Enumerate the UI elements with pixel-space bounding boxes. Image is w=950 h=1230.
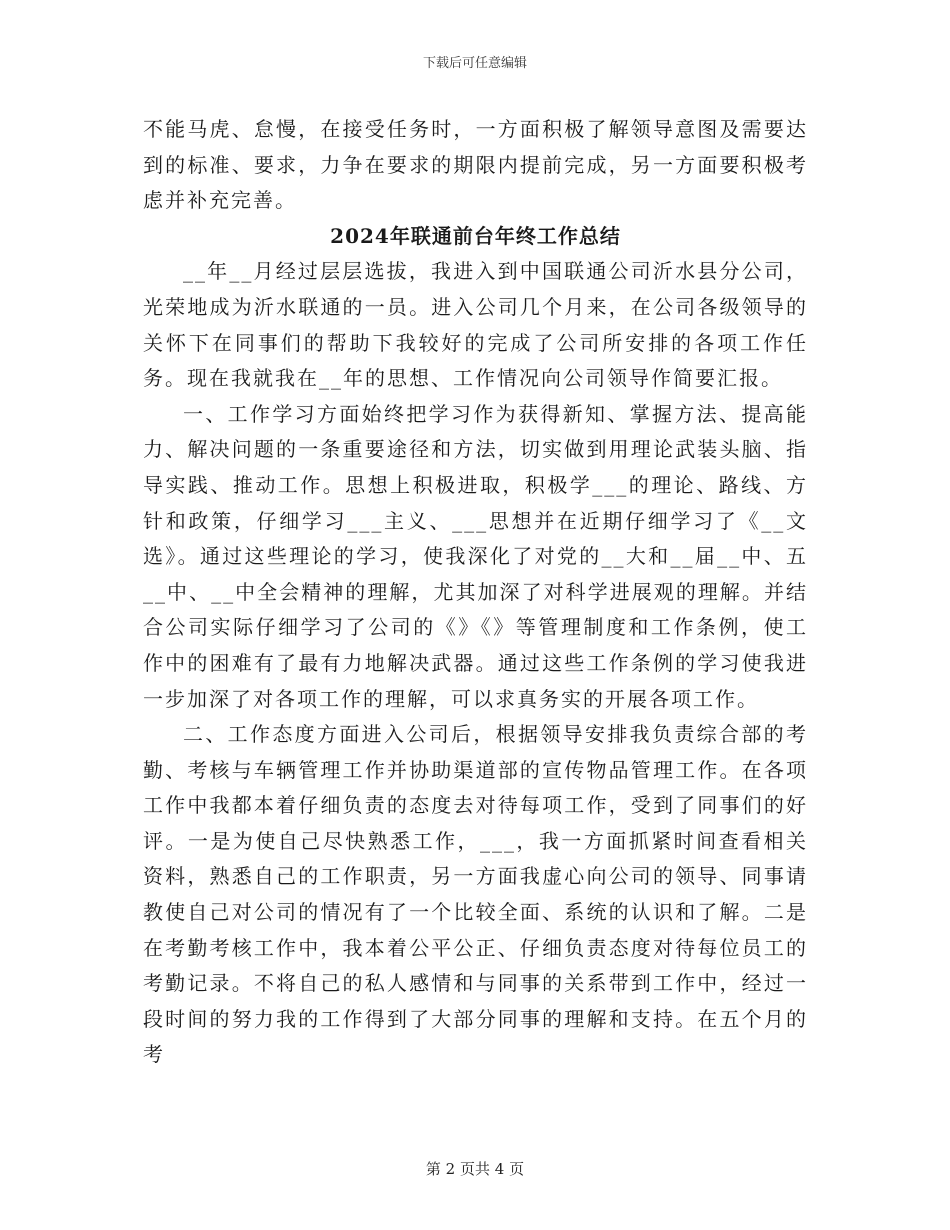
document-title: 2024年联通前台年终工作总结 xyxy=(330,223,621,248)
paragraph-attitude: 二、工作态度方面进入公司后，根据领导安排我负责综合部的考勤、考核与车辆管理工作并协助渠道部的宣传物品管理工作。在各项工作中我都本着仔细负责的态度去对待每项工作，受到了同事们的好评。一是为使自己尽快熟悉工作，___，我一方面抓紧时间查看相关资料，熟悉自己的工作职责，另一方面我虚心向公司的领导、同事请教使自己对公司的情况有了一个比较全面、系统的认识和了解。二是在考勤考核工作中，我本着公平公正、仔细负责态度对待每位员工的考勤记录。不将自己的私人感情和与同事的关系带到工作中，经过一段时间的努力我的工作得到了大部分同事的理解和支持。在五个月的考 xyxy=(143,722,808,1067)
page-footer: 第 2 页共 4 页 xyxy=(425,1160,525,1178)
page-header: 下载后可任意编辑 xyxy=(422,56,527,71)
paragraph-study: 一、工作学习方面始终把学习作为获得新知、掌握方法、提高能力、解决问题的一条重要途径和方法，切实做到用理论武装头脑、指导实践、推动工作。思想上积极进取，积极学___的理论、路线、方针和政策，仔细学习___主义、___思想并在近期仔细学习了《__文选》。通过这些理论的学习，使我深化了对党的__大和__届__中、五__中、__中全会精神的理解，尤其加深了对科学进展观的理解。并结合公司实际仔细学习了公司的《》《》等管理制度和工作条例，使工作中的困难有了最有力地解决武器。通过这些工作条例的学习使我进一步加深了对各项工作的理解，可以求真务实的开展各项工作。 xyxy=(143,401,808,711)
continuation-paragraph: 不能马虎、怠慢，在接受任务时，一方面积极了解领导意图及需要达到的标准、要求，力争在要求的期限内提前完成，另一方面要积极考虑并补充完善。 xyxy=(143,117,808,213)
document-body xyxy=(143,112,808,1073)
paragraph-intro: __年__月经过层层选拔，我进入到中国联通公司沂水县分公司，光荣地成为沂水联通的一员。进入公司几个月来，在公司各级领导的关怀下在同事们的帮助下我较好的完成了公司所安排的各项工作任务。现在我就我在__年的思想、工作情况向公司领导作简要汇报。 xyxy=(143,259,808,391)
